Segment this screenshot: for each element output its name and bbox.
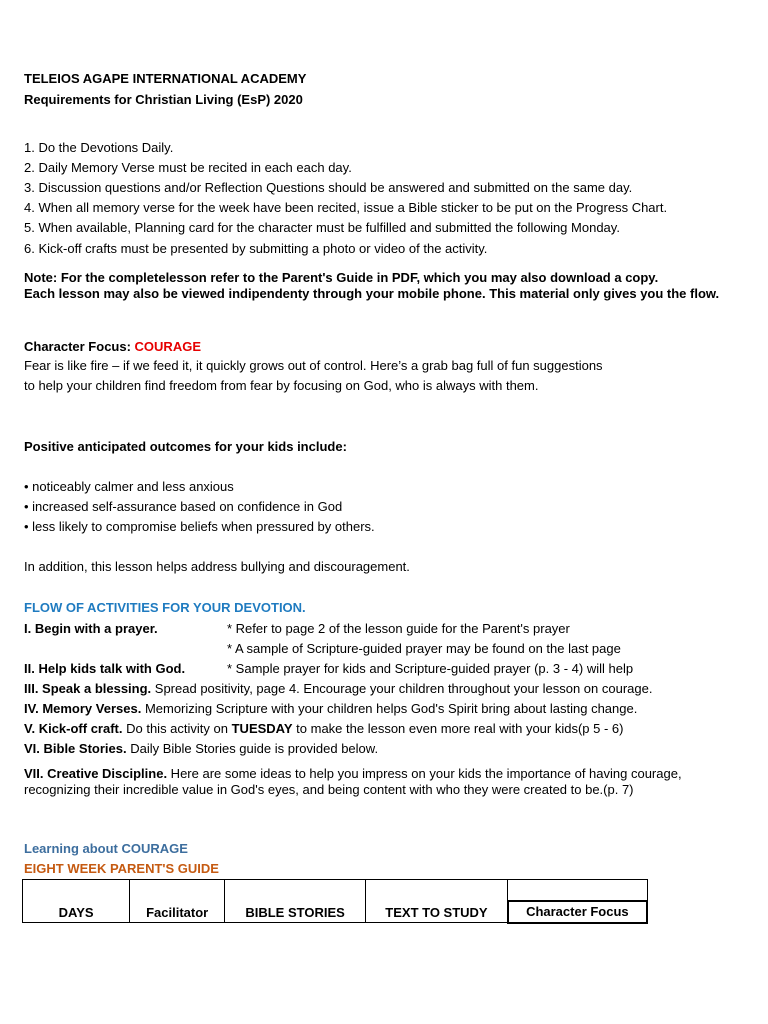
flow-step-label: V. Kick-off craft.: [24, 721, 123, 736]
flow-step-day: TUESDAY: [231, 721, 293, 736]
flow-step-text: * A sample of Scripture-guided prayer may be found on the last page: [227, 641, 621, 656]
document-subtitle: Requirements for Christian Living (EsP) 2020: [24, 92, 303, 107]
character-focus-label: Character Focus:: [24, 339, 131, 354]
flow-step: [24, 681, 652, 697]
flow-step: [24, 701, 637, 717]
flow-heading: FLOW OF ACTIVITIES FOR YOUR DEVOTION.: [24, 600, 306, 615]
addition-text: In addition, this lesson helps address bullying and discouragement.: [24, 559, 410, 574]
table-header-facilitator: Facilitator: [130, 880, 225, 923]
flow-step-text: Daily Bible Stories guide is provided below.: [126, 741, 379, 756]
flow-step-text: * Sample prayer for kids and Scripture-guided prayer (p. 3 - 4) will help: [227, 661, 634, 676]
flow-step-text: * Refer to page 2 of the lesson guide for the Parent's prayer: [227, 621, 570, 636]
outcome-item: • noticeably calmer and less anxious: [24, 479, 234, 494]
table-header-text-to-study: TEXT TO STUDY: [366, 880, 508, 923]
table-header-character-focus: Character Focus: [508, 901, 647, 922]
flow-step-text: to make the lesson even more real with your kids(p 5 - 6): [292, 721, 624, 736]
table-header-spacer: [508, 880, 647, 902]
flow-step-text: Here are some ideas to help you impress on your kids the importance of having courage,: [167, 766, 682, 781]
requirement-item: 4. When all memory verse for the week have been recited, issue a Bible sticker to be put on the Progress Chart.: [24, 200, 668, 215]
note-line: Each lesson may also be viewed indipendenty through your mobile phone. This material only gives you the flow.: [24, 286, 720, 301]
flow-step-label: II. Help kids talk with God.: [24, 661, 186, 676]
outcome-item: • less likely to compromise beliefs when pressured by others.: [24, 519, 375, 534]
table-header-row: [23, 880, 648, 902]
character-description: Fear is like fire – if we feed it, it quickly grows out of control. Here’s a grab bag full of fun suggestions: [24, 358, 603, 373]
parents-guide-table: [22, 879, 648, 924]
flow-step-label: III. Speak a blessing.: [24, 681, 152, 696]
requirement-item: 3. Discussion questions and/or Reflection Questions should be answered and submitted on the same day.: [24, 180, 633, 195]
flow-step-text: Do this activity on: [122, 721, 232, 736]
flow-step-text: Spread positivity, page 4. Encourage your children throughout your lesson on courage.: [151, 681, 653, 696]
requirement-item: 2. Daily Memory Verse must be recited in each each day.: [24, 160, 352, 175]
flow-step-text: recognizing their incredible value in God's eyes, and being content with who they were created to be.(p. 7): [24, 782, 634, 797]
outcome-item: • increased self-assurance based on confidence in God: [24, 499, 343, 514]
note-line: Note: For the completelesson refer to the Parent's Guide in PDF, which you may also download a copy.: [24, 270, 659, 285]
flow-step-label: IV. Memory Verses.: [24, 701, 142, 716]
guide-title: EIGHT WEEK PARENT'S GUIDE: [24, 861, 219, 876]
flow-step: [24, 766, 682, 782]
requirement-item: 6. Kick-off crafts must be presented by submitting a photo or video of the activity.: [24, 241, 488, 256]
outcomes-heading: Positive anticipated outcomes for your kids include:: [24, 439, 347, 454]
character-focus-value: COURAGE: [134, 339, 201, 354]
flow-step: [24, 741, 378, 757]
flow-step-text: Memorizing Scripture with your children helps God's Spirit bring about lasting change.: [141, 701, 638, 716]
school-name: TELEIOS AGAPE INTERNATIONAL ACADEMY: [24, 71, 307, 86]
learning-title: Learning about COURAGE: [24, 841, 188, 856]
requirement-item: 1. Do the Devotions Daily.: [24, 140, 174, 155]
character-focus: [24, 339, 201, 355]
table-header-bible-stories: BIBLE STORIES: [224, 880, 365, 923]
flow-step-label: VII. Creative Discipline.: [24, 766, 168, 781]
flow-step: [24, 721, 623, 737]
table-header-days: DAYS: [23, 880, 130, 923]
flow-step-label: I. Begin with a prayer.: [24, 621, 158, 636]
requirement-item: 5. When available, Planning card for the character must be fulfilled and submitted the following Monday.: [24, 220, 620, 235]
character-description: to help your children find freedom from fear by focusing on God, who is always with them.: [24, 378, 539, 393]
flow-step-label: VI. Bible Stories.: [24, 741, 127, 756]
